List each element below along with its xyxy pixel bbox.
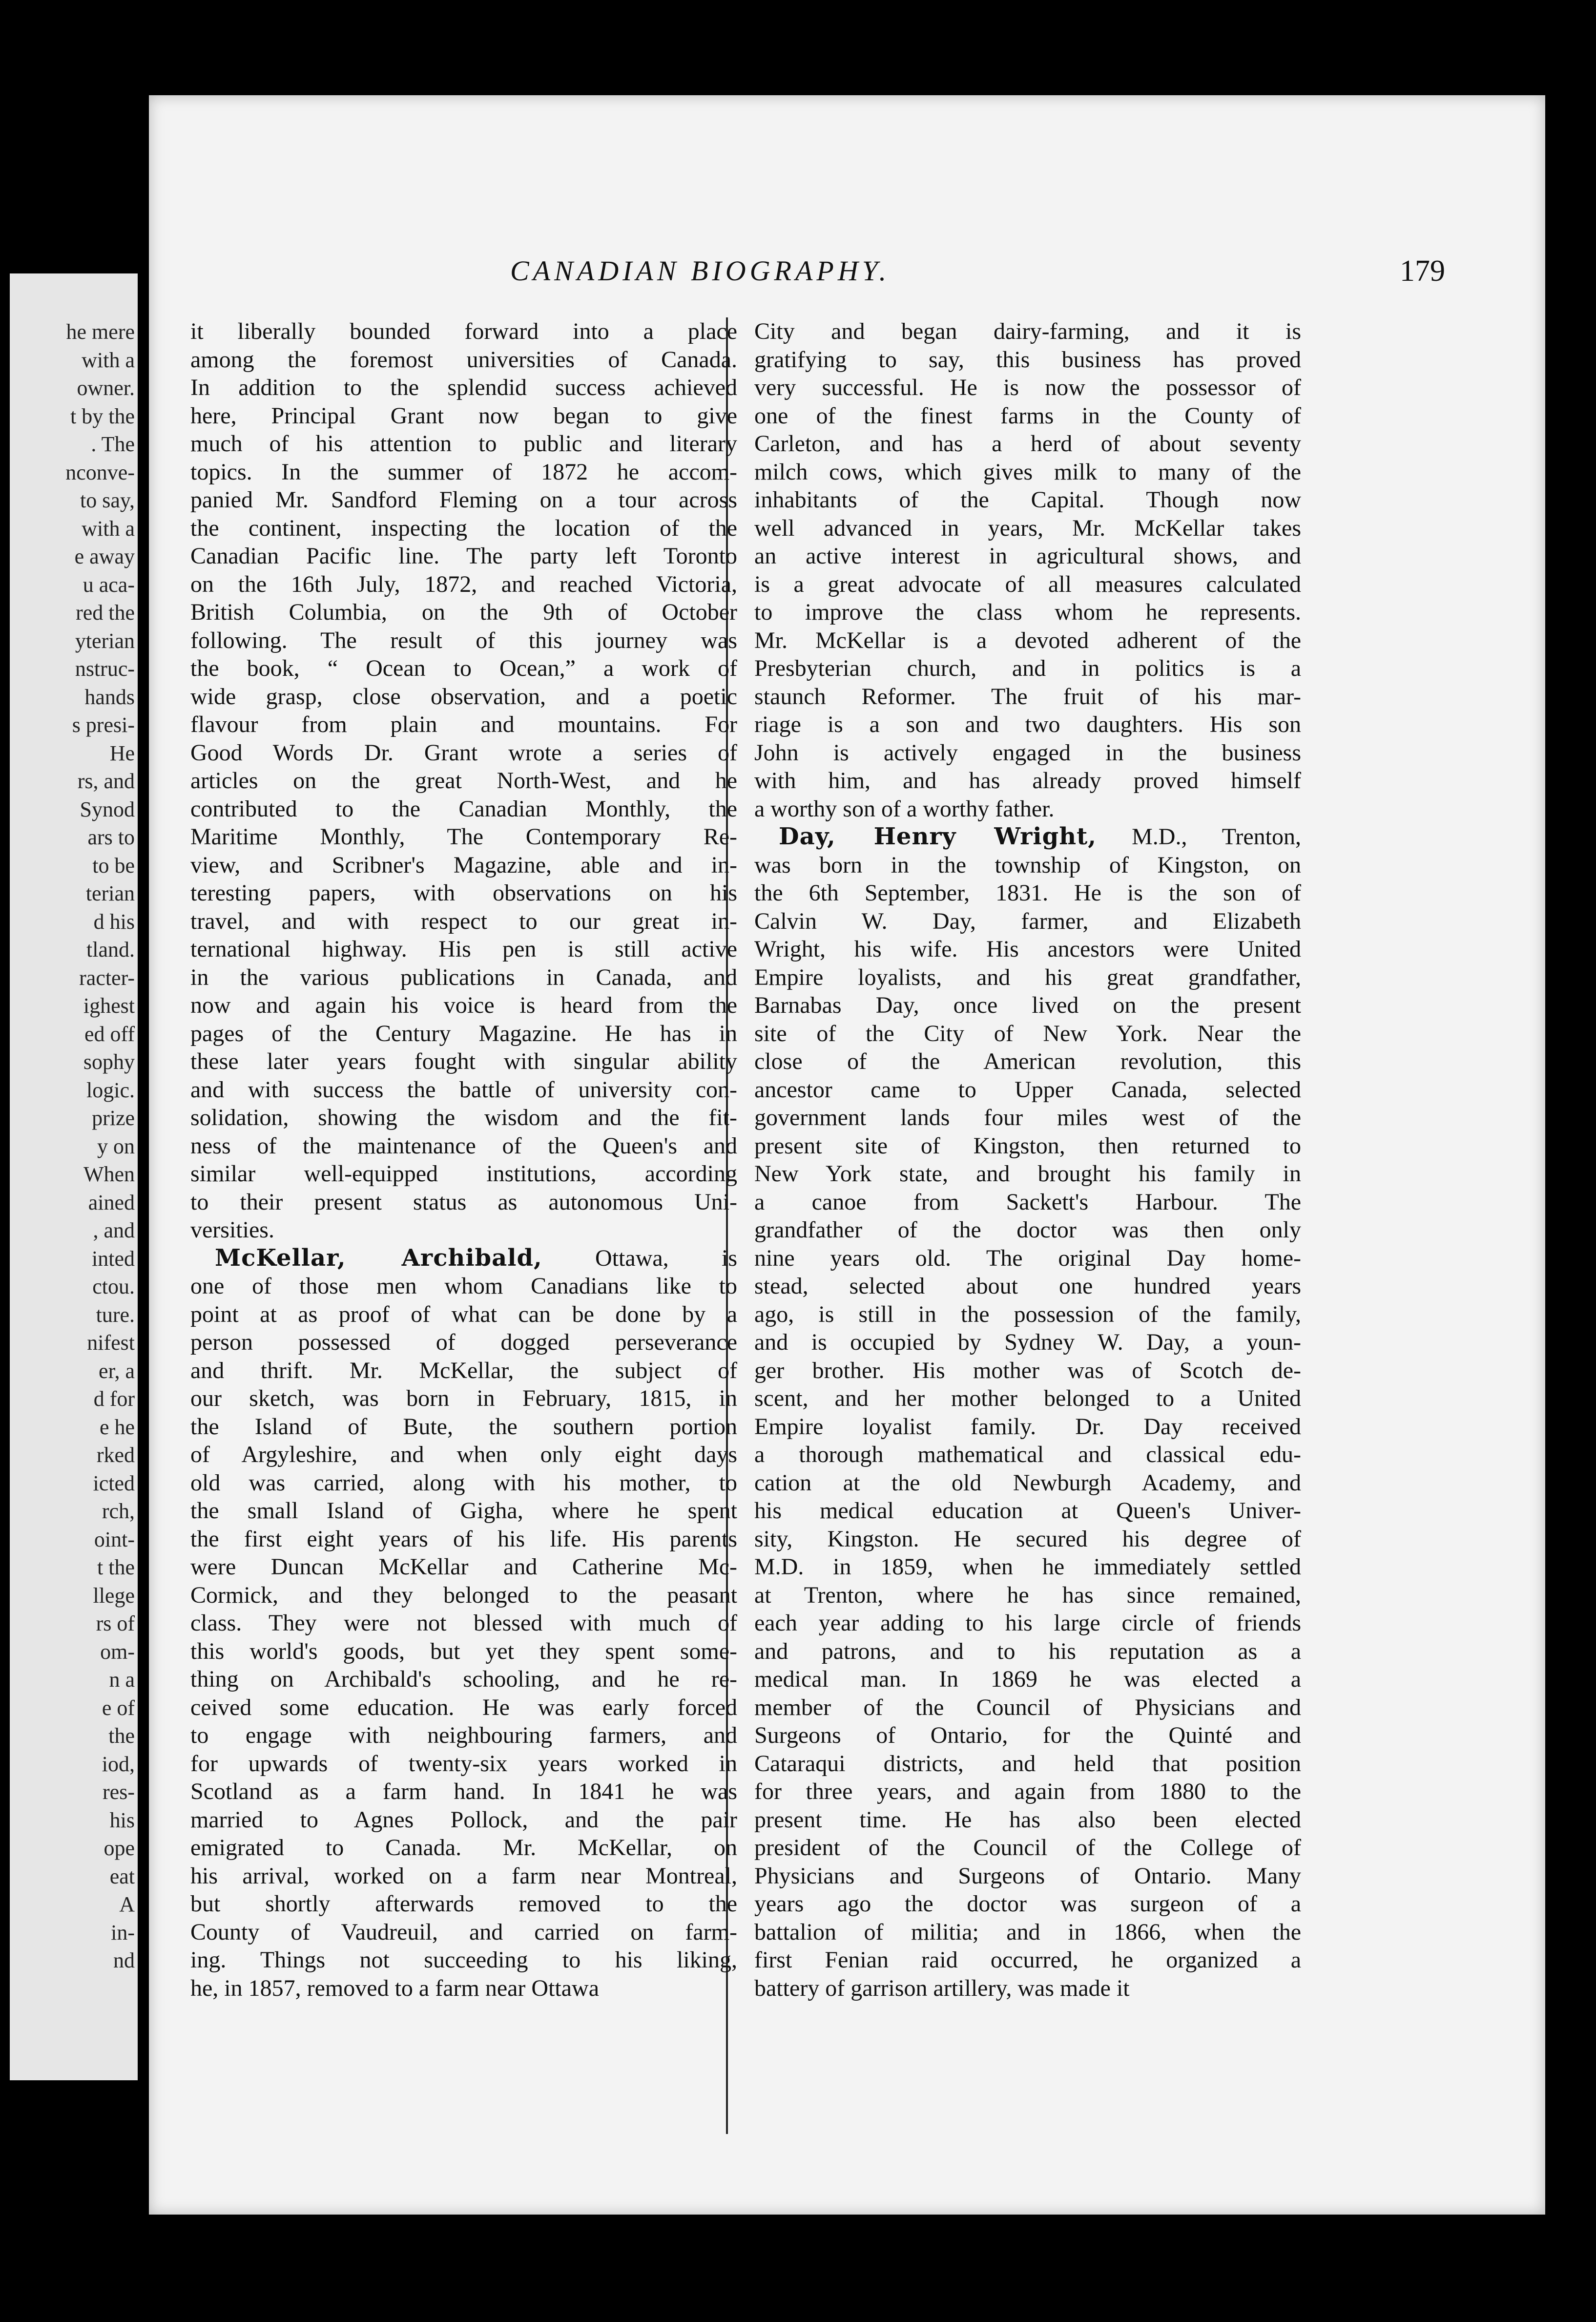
left-page-text-fragment: d his	[93, 909, 135, 934]
text-line: present site of Kingston, then returned to	[754, 1132, 1301, 1159]
entry-location: M.D., Trenton,	[1097, 824, 1301, 850]
text-line: now and again his voice is heard from the	[190, 992, 737, 1018]
text-line: the 6th September, 1831. He is the son of	[754, 880, 1301, 906]
text-line: Mr. McKellar is a devoted adherent of the	[754, 627, 1301, 653]
text-line: the small Island of Gigha, where he spent	[190, 1498, 737, 1524]
text-line: riage is a son and two daughters. His son	[754, 711, 1301, 737]
left-page-text-fragment: his	[109, 1808, 135, 1832]
text-line: Surgeons of Ontario, for the Quinté and	[754, 1722, 1301, 1748]
text-line: were Duncan McKellar and Catherine Mc-	[190, 1554, 737, 1580]
text-line: and thrift. Mr. McKellar, the subject of	[190, 1357, 737, 1383]
left-page-text-fragment: nd	[113, 1948, 135, 1972]
book-page	[149, 95, 1545, 2215]
text-line: City and began dairy-farming, and it is	[754, 318, 1301, 344]
text-line: milch cows, which gives milk to many of the	[754, 459, 1301, 485]
text-line: in the various publications in Canada, and	[190, 964, 737, 990]
text-line: government lands four miles west of the	[754, 1105, 1301, 1130]
left-page-text-fragment: icted	[93, 1471, 135, 1495]
text-line: M.D. in 1859, when he immediately settled	[754, 1554, 1301, 1580]
text-line: County of Vaudreuil, and carried on farm-	[190, 1919, 737, 1945]
text-line: first Fenian raid occurred, he organized a	[754, 1947, 1301, 1973]
text-line: view, and Scribner's Magazine, able and in-	[190, 852, 737, 878]
left-page-text-fragment: t by the	[70, 404, 135, 428]
text-line: following. The result of this journey was	[190, 627, 737, 653]
text-line: ger brother. His mother was of Scotch de-	[754, 1357, 1301, 1383]
text-line: Good Words Dr. Grant wrote a series of	[190, 739, 737, 766]
page-header	[149, 251, 1545, 295]
text-line: Physicians and Surgeons of Ontario. Many	[754, 1862, 1301, 1889]
text-line: on the 16th July, 1872, and reached Victoria,	[190, 571, 737, 597]
text-line: Empire loyalist family. Dr. Day received	[754, 1413, 1301, 1440]
text-line: Cataraqui districts, and held that position	[754, 1750, 1301, 1777]
left-page-text-fragment: A	[119, 1892, 135, 1916]
text-line: Wright, his wife. His ancestors were United	[754, 936, 1301, 962]
left-page-text-fragment: ctou.	[92, 1275, 135, 1298]
text-line: present time. He has also been elected	[754, 1806, 1301, 1833]
left-page-text-fragment: with a	[82, 348, 135, 372]
text-line: contributed to the Canadian Monthly, the	[190, 795, 737, 822]
running-head: CANADIAN BIOGRAPHY.	[510, 255, 891, 287]
left-page-text-fragment: When	[83, 1162, 135, 1186]
text-line: very successful. He is now the possessor of	[754, 375, 1301, 400]
left-page-text-fragment: red the	[76, 601, 135, 625]
text-line: was born in the township of Kingston, on	[754, 852, 1301, 878]
text-line: and is occupied by Sydney W. Day, a youn-	[754, 1329, 1301, 1355]
text-line: one of the finest farms in the County of	[754, 402, 1301, 429]
left-page-text-fragment: er, a	[99, 1359, 135, 1383]
text-line: ness of the maintenance of the Queen's and	[190, 1132, 737, 1159]
left-page-text-fragment: . The	[91, 432, 135, 456]
text-line: Presbyterian church, and in politics is a	[754, 655, 1301, 681]
entry-name: McKellar, Archibald,	[215, 1244, 542, 1272]
left-page-text-fragment: d for	[93, 1387, 135, 1411]
text-line: the first eight years of his life. His parents	[190, 1526, 737, 1552]
text-line: Cormick, and they belonged to the peasant	[190, 1582, 737, 1608]
left-page-text-fragment: y on	[97, 1134, 135, 1158]
text-line: one of those men whom Canadians like to	[190, 1273, 737, 1299]
left-page-text-fragment: res-	[103, 1780, 135, 1804]
text-line: member of the Council of Physicians and	[754, 1694, 1301, 1720]
text-line: gratifying to say, this business has proved	[754, 346, 1301, 373]
left-page-text-fragment: llege	[93, 1583, 135, 1608]
left-page-text-fragment: to say,	[80, 488, 135, 512]
text-line: ceived some education. He was early forced	[190, 1694, 737, 1720]
text-line: for three years, and again from 1880 to the	[754, 1778, 1301, 1804]
left-page-text-fragment: rked	[96, 1443, 135, 1467]
text-line: and patrons, and to his reputation as a	[754, 1638, 1301, 1664]
text-line: Maritime Monthly, The Contemporary Re-	[190, 824, 737, 850]
text-line: British Columbia, on the 9th of October	[190, 599, 737, 625]
text-line: each year adding to his large circle of friends	[754, 1610, 1301, 1636]
left-page-text-fragment: hands	[84, 685, 135, 709]
text-line: Scotland as a farm hand. In 1841 he was	[190, 1778, 737, 1804]
text-line: much of his attention to public and literary	[190, 431, 737, 457]
left-page-text-fragment: nifest	[87, 1331, 135, 1355]
text-line: to improve the class whom he represents.	[754, 599, 1301, 625]
left-page-text-fragment: nstruc-	[75, 657, 135, 681]
text-line: pages of the Century Magazine. He has in	[190, 1020, 737, 1046]
text-line: this world's goods, but yet they spent some-	[190, 1638, 737, 1664]
left-page-text-fragment: t the	[97, 1555, 135, 1579]
text-line: articles on the great North-West, and he	[190, 768, 737, 794]
text-line: ternational highway. His pen is still active	[190, 936, 737, 962]
text-line: travel, and with respect to our great in-	[190, 908, 737, 934]
text-line: old was carried, along with his mother, to	[190, 1469, 737, 1496]
text-line: for upwards of twenty-six years worked in	[190, 1750, 737, 1777]
text-line: close of the American revolution, this	[754, 1048, 1301, 1074]
left-page-text-fragment: eat	[109, 1864, 135, 1888]
text-line: of Argyleshire, and when only eight days	[190, 1442, 737, 1467]
left-page-text-fragment: u aca-	[83, 572, 135, 597]
text-line: thing on Archibald's schooling, and he re-	[190, 1666, 737, 1692]
left-page-text-fragment: ope	[104, 1836, 135, 1860]
left-page-text-fragment: logic.	[86, 1078, 135, 1102]
left-page-text-fragment: s presi-	[72, 713, 135, 737]
text-line: it liberally bounded forward into a place	[190, 318, 737, 344]
text-line: site of the City of New York. Near the	[754, 1020, 1301, 1046]
text-line: an active interest in agricultural shows, and	[754, 543, 1301, 569]
text-line: battery of garrison artillery, was made it	[754, 1975, 1130, 2001]
left-page-text-fragment: tland.	[86, 938, 135, 962]
text-line: grandfather of the doctor was then only	[754, 1217, 1301, 1243]
text-line: ancestor came to Upper Canada, selected	[754, 1076, 1301, 1103]
text-line: ing. Things not succeeding to his liking,	[190, 1947, 737, 1973]
text-line: point at as proof of what can be done by a	[190, 1301, 737, 1327]
text-line: versities.	[190, 1217, 274, 1243]
left-page-text-fragment: e of	[102, 1695, 135, 1720]
text-line: a canoe from Sackett's Harbour. The	[754, 1189, 1301, 1215]
left-page-text-fragment: the	[108, 1724, 135, 1748]
text-line: at Trenton, where he has since remained,	[754, 1582, 1301, 1608]
left-column	[190, 317, 737, 2002]
text-line: medical man. In 1869 he was elected a	[754, 1666, 1301, 1692]
text-line: Barnabas Day, once lived on the present	[754, 992, 1301, 1018]
left-page-text-fragment: rch,	[102, 1499, 135, 1523]
text-line: Carleton, and has a herd of about seventy	[754, 431, 1301, 457]
left-page-text-fragment: racter-	[79, 965, 135, 990]
text-line: the Island of Bute, the southern portion	[190, 1413, 737, 1440]
text-line: and with success the battle of university con-	[190, 1076, 737, 1103]
text-line: panied Mr. Sandford Fleming on a tour across	[190, 487, 737, 513]
left-page-text-fragment: terian	[85, 881, 135, 905]
page-number: 179	[1400, 254, 1445, 288]
entry-location: Ottawa, is	[542, 1245, 737, 1271]
text-line: our sketch, was born in February, 1815, in	[190, 1385, 737, 1411]
left-page-text-fragment: e he	[99, 1415, 135, 1439]
text-line: his medical education at Queen's Univer-	[754, 1498, 1301, 1524]
text-line: the book, “ Ocean to Ocean,” a work of	[190, 655, 737, 681]
left-page-text-fragment: om-	[100, 1639, 135, 1664]
text-line: a worthy son of a worthy father.	[754, 795, 1055, 822]
text-line: Calvin W. Day, farmer, and Elizabeth	[754, 908, 1301, 934]
text-line: inhabitants of the Capital. Though now	[754, 487, 1301, 513]
text-line: class. They were not blessed with much of	[190, 1610, 737, 1636]
entry-heading-line	[754, 823, 1301, 851]
text-line: years ago the doctor was surgeon of a	[754, 1891, 1301, 1917]
left-page-text-fragment: oint-	[94, 1527, 135, 1551]
left-page-text-fragment: owner.	[77, 376, 135, 400]
text-line: ago, is still in the possession of the family,	[754, 1301, 1301, 1327]
left-page-text-fragment: ighest	[83, 994, 135, 1018]
text-line: solidation, showing the wisdom and the fit-	[190, 1105, 737, 1130]
left-page-text-fragment: sophy	[83, 1050, 135, 1074]
left-page-text-fragment: rs, and	[77, 769, 135, 793]
text-line: nine years old. The original Day home-	[754, 1245, 1301, 1271]
text-line: president of the Council of the College of	[754, 1835, 1301, 1861]
left-page-text-fragment: He	[109, 741, 135, 765]
text-line: well advanced in years, Mr. McKellar takes	[754, 515, 1301, 541]
text-line: similar well-equipped institutions, according	[190, 1161, 737, 1187]
text-line: to engage with neighbouring farmers, and	[190, 1722, 737, 1748]
text-line: battalion of militia; and in 1866, when the	[754, 1919, 1301, 1945]
left-page-text-fragment: ture.	[96, 1302, 135, 1327]
text-line: wide grasp, close observation, and a poetic	[190, 683, 737, 710]
left-page-text-fragment: prize	[92, 1106, 135, 1130]
left-page-text-fragment: ed off	[84, 1022, 135, 1046]
text-line: topics. In the summer of 1872 he accom-	[190, 459, 737, 485]
left-page-text-fragment: he mere	[66, 320, 135, 344]
text-line: Canadian Pacific line. The party left Toronto	[190, 543, 737, 569]
text-line: New York state, and brought his family in	[754, 1161, 1301, 1187]
text-line: he, in 1857, removed to a farm near Ottawa	[190, 1975, 600, 2001]
entry-heading-line	[190, 1244, 737, 1273]
text-line: Empire loyalists, and his great grandfather,	[754, 964, 1301, 990]
text-line: scent, and her mother belonged to a United	[754, 1385, 1301, 1411]
right-column	[754, 317, 1301, 2002]
text-line: with him, and has already proved himself	[754, 768, 1301, 794]
text-line: John is actively engaged in the business	[754, 739, 1301, 766]
left-page-fragment	[10, 273, 138, 2080]
text-line: flavour from plain and mountains. For	[190, 711, 737, 737]
left-page-text-fragment: yterian	[75, 628, 135, 653]
text-line: cation at the old Newburgh Academy, and	[754, 1469, 1301, 1496]
left-page-text-fragment: ars to	[87, 825, 135, 849]
left-page-text-fragment: in-	[111, 1920, 135, 1945]
text-line: the continent, inspecting the location of the	[190, 515, 737, 541]
left-page-text-fragment: ained	[88, 1190, 135, 1214]
text-line: teresting papers, with observations on his	[190, 880, 737, 906]
text-line: but shortly afterwards removed to the	[190, 1891, 737, 1917]
text-line: here, Principal Grant now began to give	[190, 402, 737, 429]
text-line: a thorough mathematical and classical edu-	[754, 1442, 1301, 1467]
left-page-text-fragment: Synod	[80, 797, 135, 821]
text-line: is a great advocate of all measures calculated	[754, 571, 1301, 597]
text-line: to their present status as autonomous Uni-	[190, 1189, 737, 1215]
left-page-text-fragment: rs of	[96, 1611, 135, 1635]
text-line: In addition to the splendid success achieved	[190, 375, 737, 400]
text-line: stead, selected about one hundred years	[754, 1273, 1301, 1299]
text-line: person possessed of dogged perseverance	[190, 1329, 737, 1355]
text-line: his arrival, worked on a farm near Montreal,	[190, 1862, 737, 1889]
text-line: sity, Kingston. He secured his degree of	[754, 1526, 1301, 1552]
left-page-text-fragment: iod,	[102, 1752, 135, 1776]
left-page-text-fragment: , and	[93, 1218, 135, 1242]
text-line: married to Agnes Pollock, and the pair	[190, 1806, 737, 1833]
text-line: staunch Reformer. The fruit of his mar-	[754, 683, 1301, 710]
text-line: emigrated to Canada. Mr. McKellar, on	[190, 1835, 737, 1861]
left-page-text-fragment: inted	[92, 1246, 135, 1271]
entry-name: Day, Henry Wright,	[779, 823, 1097, 850]
left-page-text-fragment: nconve-	[65, 460, 135, 484]
text-line: these later years fought with singular ability	[190, 1048, 737, 1074]
left-page-text-fragment: n a	[109, 1668, 135, 1692]
left-page-text-fragment: to be	[92, 853, 135, 878]
text-line: among the foremost universities of Canada.	[190, 346, 737, 373]
left-page-text-fragment: with a	[82, 516, 135, 541]
left-page-text-fragment: e away	[74, 544, 135, 568]
